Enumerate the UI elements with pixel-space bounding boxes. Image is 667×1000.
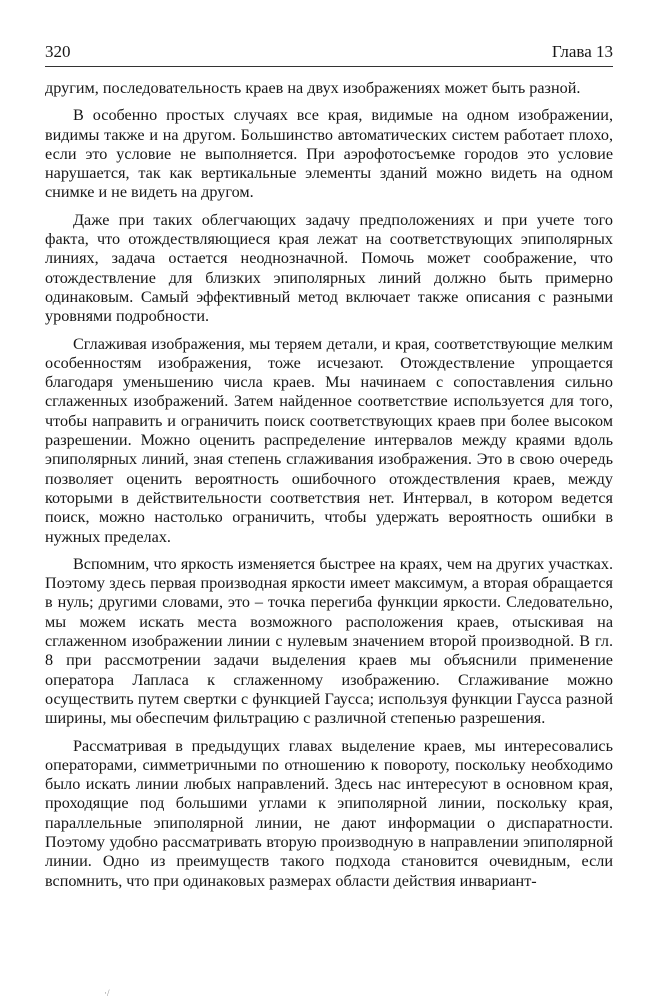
chapter-title: Глава 13 — [551, 42, 613, 61]
page-body — [45, 79, 613, 891]
page-number: 320 — [45, 42, 71, 61]
paragraph: Даже при таких облегчающих задачу предположениях и при учете того факта, что отождествляющиеся края лежат на соответствующих эпиполярных линиях, задача остается неоднозначной. Помочь может соображение, что отождествление для близких эпиполярных линий должно быть примерно одинаковым. Самый эффективный метод включает также описания с разными уровнями подробности. — [45, 210, 613, 326]
paragraph: Рассматривая в предыдущих главах выделение краев, мы интересовались операторами, симметричными по отношению к повороту, поскольку необходимо было искать линии любых направлений. Здесь нас интересуют в основном края, проходящие под большими углами к эпиполярной линии, поскольку края, параллельные эпиполярной линии, не дают информации о диспаратности. Поэтому удобно рассматривать вторую производную в направлении эпиполярной линии. Одно из преимуществ такого подхода становится очевидным, если вспомнить, что при одинаковых размерах области действия инвариант- — [45, 736, 613, 890]
paragraph: В особенно простых случаях все края, видимые на одном изображении, видимы также и на другом. Большинство автоматических систем работает плохо, если это условие не выполняется. При аэрофотосъемке городов это условие нарушается, так как вертикальные элементы зданий можно видеть на одном снимке и не видеть на другом. — [45, 106, 613, 202]
header-rule — [45, 66, 613, 67]
paragraph: Вспомним, что яркость изменяется быстрее на краях, чем на других участках. Поэтому здесь первая производная яркости имеет максимум, а вторая обращается в нуль; другими словами, это – точка перегиба функции яркости. Следовательно, мы можем искать места возможного расположения краев, отыскивая на сглаженном изображении линии с нулевым значением второй производной. В гл. 8 при рассмотрении задачи выделения краев мы объяснили применение оператора Лапласа к сглаженному изображению. Сглаживание можно осуществить путем свертки с функцией Гаусса; используя функции Гаусса разной ширины, мы обеспечим фильтрацию с различной степенью разрешения. — [45, 554, 613, 728]
running-header — [45, 42, 613, 62]
paragraph: Сглаживая изображения, мы теряем детали, и края, соответствующие мелким особенностям изображения, тоже исчезают. Отождествление упрощается благодаря уменьшению числа краев. Мы начинаем с сопоставления сильно сглаженных изображений. Затем найденное соответствие используется для того, чтобы направить и ограничить поиск соответствующих краев при более высоком разрешении. Можно оценить распределение интервалов между краями вдоль эпиполярных линий, зная степень сглаживания изображения. Это в свою очередь позволяет оценить вероятность ошибочного отождествления краев, между которыми в действительности соответствия нет. Интервал, в котором ведется поиск, можно настолько ограничить, чтобы удержать вероятность ошибки в нужных пределах. — [45, 334, 613, 546]
paragraph: другим, последовательность краев на двух изображениях может быть разной. — [45, 79, 581, 97]
scan-speck: ·/ — [104, 988, 110, 998]
